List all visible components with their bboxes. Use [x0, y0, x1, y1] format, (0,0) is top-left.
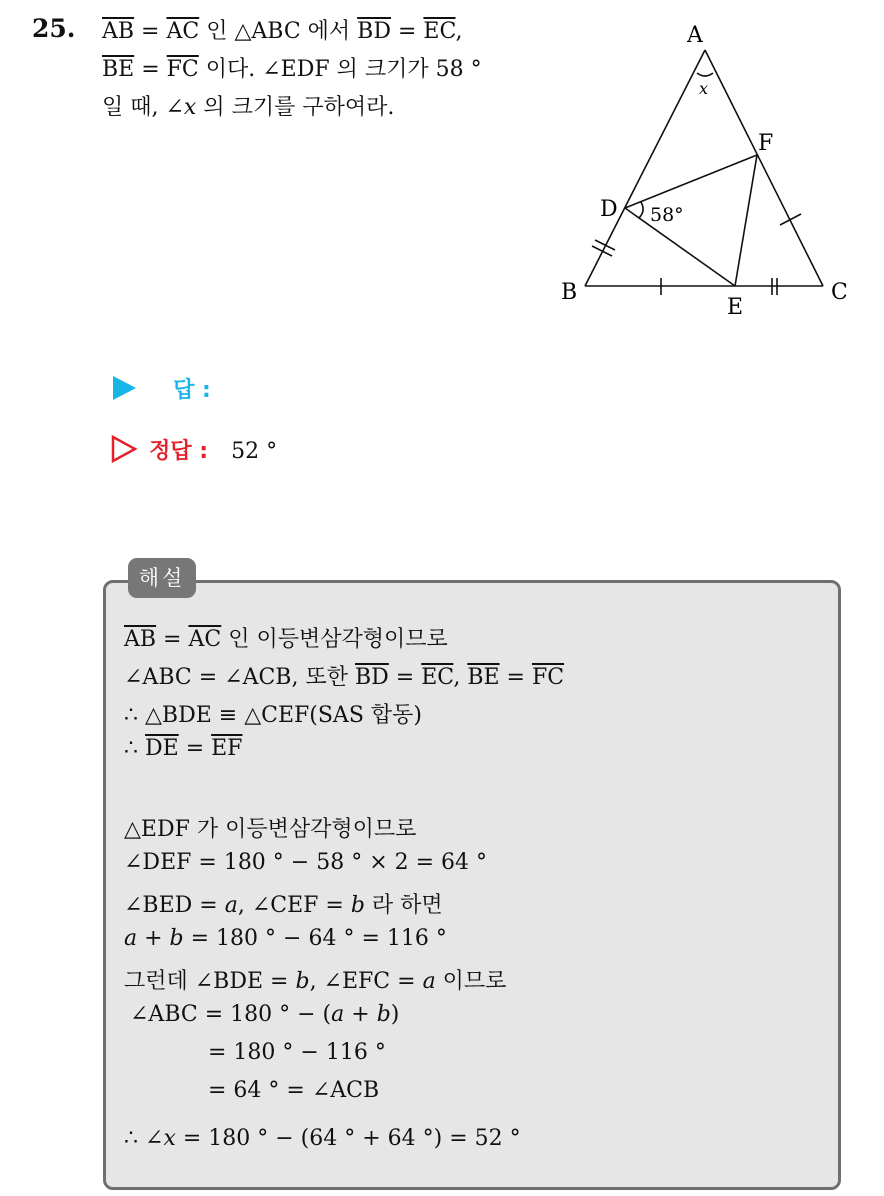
answer-row [110, 373, 211, 404]
solution-text: , ∠EFC = [309, 969, 423, 994]
variable-a: a [331, 1002, 345, 1027]
label-d: D [600, 197, 618, 222]
correct-answer-row [110, 434, 277, 465]
solution-tag: 해설 [128, 558, 196, 598]
equals: = [134, 19, 167, 44]
tick-fc [780, 214, 801, 225]
solution-line-3: ∴ △BDE ≡ △CEF(SAS 합동) [124, 703, 422, 728]
side-ab [585, 50, 705, 286]
solution-line-11: = 180 ° − 116 ° [208, 1040, 386, 1065]
solution-text: ) [390, 1002, 400, 1027]
solution-text: 라 하면 [364, 893, 443, 918]
solution-text: + [137, 926, 170, 951]
equals: = [388, 665, 422, 690]
solution-text: ∴ ∠ [124, 1126, 164, 1151]
segment-ab: $\overline{AB}$ [124, 627, 157, 652]
angle-arc-d [639, 202, 643, 218]
solution-text: ∠ABC = 180 ° − ( [130, 1002, 332, 1027]
equals: = [178, 736, 212, 761]
segment-ac: $\overline{AC}$ [188, 627, 222, 652]
solution-text: + [344, 1002, 377, 1027]
variable-a: a [124, 926, 138, 951]
segment-ef: $\overline{EF}$ [211, 736, 243, 761]
solution-line-13 [124, 1126, 521, 1151]
separator: , [453, 665, 468, 690]
play-marker-icon [110, 374, 138, 402]
outline-play-marker-icon [110, 435, 138, 463]
question-line-1 [102, 14, 463, 45]
segment-ec: $\overline{EC}$ [423, 19, 456, 44]
solution-line-10 [130, 1002, 399, 1027]
segment-ef [735, 155, 757, 286]
angle-label-x: x [699, 79, 709, 98]
triangle-figure [555, 18, 860, 323]
angle-arc-a [697, 73, 713, 76]
correct-answer-label: 정답 : [149, 439, 209, 464]
variable-a: a [224, 893, 238, 918]
solution-text: ∠BED = [124, 893, 225, 918]
variable-b: b [295, 969, 310, 994]
label-a: A [687, 23, 703, 48]
solution-line-7 [124, 888, 443, 919]
question-line-2 [102, 52, 482, 83]
solution-line-1 [124, 622, 448, 653]
solution-line-9 [124, 964, 506, 995]
question-text: 의 크기를 구하여라. [196, 95, 395, 120]
label-b: B [561, 280, 578, 305]
variable-b: b [376, 1002, 391, 1027]
segment-fc: $\overline{FC}$ [531, 665, 565, 690]
segment-ab: $\overline{AB}$ [102, 19, 135, 44]
segment-de: $\overline{DE}$ [145, 736, 179, 761]
equals: = [499, 665, 532, 690]
label-e: E [727, 295, 744, 320]
solution-line-2 [124, 660, 564, 691]
answer-label: 답 : [173, 378, 211, 403]
solution-text: ∠ABC = ∠ACB, 또한 [124, 665, 355, 690]
solution-line-12: = 64 ° = ∠ACB [208, 1078, 380, 1103]
solution-line-6: ∠DEF = 180 ° − 58 ° × 2 = 64 ° [124, 850, 488, 875]
question-text: 인 △ABC 에서 [199, 19, 358, 44]
therefore: ∴ [124, 736, 145, 761]
question-number: 25. [32, 14, 76, 43]
label-c: C [831, 280, 848, 305]
correct-answer-value: 52 ° [231, 439, 278, 464]
segment-bd: $\overline{BD}$ [357, 19, 391, 44]
solution-text: 그런데 ∠BDE = [124, 969, 296, 994]
solution-line-5: △EDF 가 이등변삼각형이므로 [124, 817, 417, 842]
solution-text: = 180 ° − (64 ° + 64 °) = 52 ° [175, 1126, 521, 1151]
equals: = [134, 57, 167, 82]
segment-ac: $\overline{AC}$ [166, 19, 200, 44]
variable-b: b [350, 893, 365, 918]
segment-bd: $\overline{BD}$ [354, 665, 389, 690]
question-text: 일 때, ∠ [102, 95, 184, 120]
solution-text: 이므로 [435, 969, 507, 994]
equals: = [156, 627, 189, 652]
solution-text: = 180 ° − 64 ° = 116 ° [183, 926, 447, 951]
segment-ec: $\overline{EC}$ [421, 665, 454, 690]
segment-be: $\overline{BE}$ [467, 665, 500, 690]
label-f: F [758, 131, 774, 156]
segment-fc: $\overline{FC}$ [166, 57, 199, 82]
angle-label-58: 58° [650, 204, 684, 226]
question-text: 이다. ∠EDF 의 크기가 58 ° [198, 57, 482, 82]
variable-b: b [169, 926, 184, 951]
equals: = [390, 19, 424, 44]
segment-df [625, 155, 757, 208]
solution-line-4 [124, 736, 242, 761]
solution-text: , ∠CEF = [237, 893, 351, 918]
question-line-3 [102, 90, 394, 121]
variable-x: x [163, 1126, 176, 1151]
segment-be: $\overline{BE}$ [102, 57, 135, 82]
variable-x: x [183, 95, 197, 120]
comma: , [455, 19, 463, 44]
solution-line-8 [124, 926, 447, 951]
variable-a: a [422, 969, 436, 994]
solution-text: 인 이등변삼각형이므로 [221, 627, 448, 652]
